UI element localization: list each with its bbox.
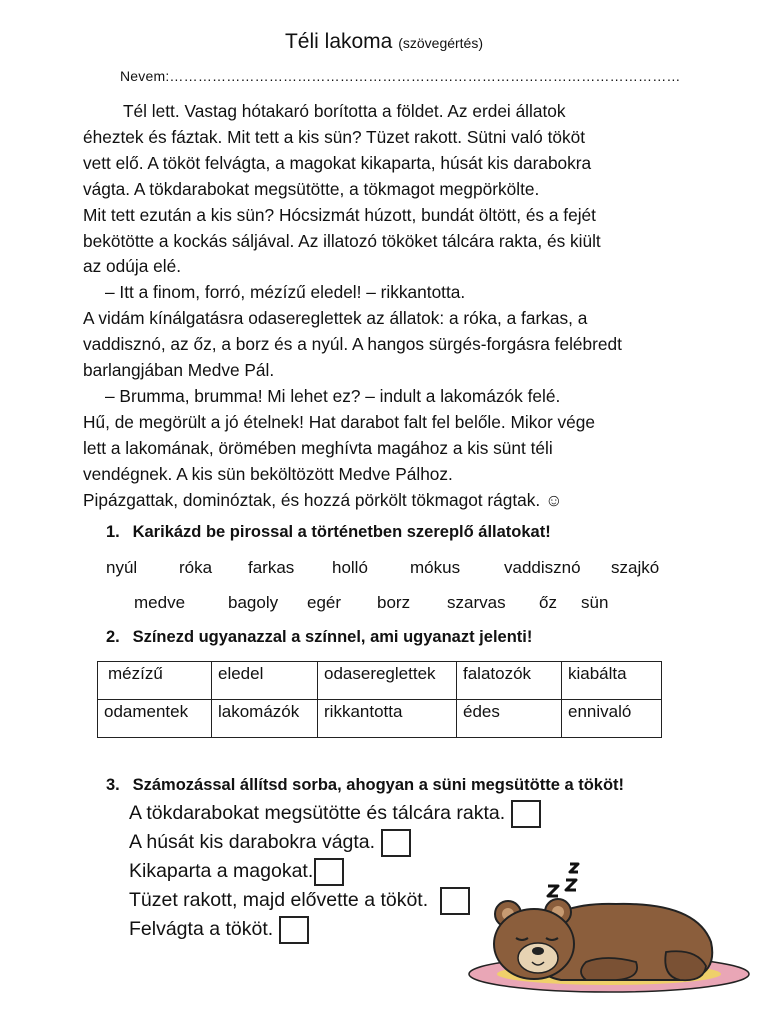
order-item — [129, 829, 411, 857]
title-main: Téli lakoma — [284, 30, 393, 53]
table-row — [98, 662, 662, 700]
story-line: A vidám kínálgatásra odasereglettek az állatok: a róka, a farkas, a — [83, 308, 588, 329]
title-subtitle: (szövegértés) — [398, 35, 484, 51]
question-text: Színezd ugyanazzal a színnel, ami ugyanazt jelenti! — [132, 628, 533, 646]
story-line: vendégnek. A kis sün beköltözött Medve Pálhoz. — [83, 463, 453, 484]
number-box[interactable] — [279, 916, 309, 944]
question-text: Számozással állítsd sorba, ahogyan a süni megsütötte a tököt! — [132, 776, 625, 794]
number-box[interactable] — [314, 858, 344, 886]
table-cell[interactable]: eledel — [212, 662, 318, 700]
name-field-line[interactable]: Nevem:……………………………………………………………………………………………… — [120, 68, 681, 84]
story-line: Pipázgattak, dominóztak, és hozzá pörkölt tökmagot rágtak. ☺ — [83, 489, 563, 510]
story-line: Tél lett. Vastag hótakaró borította a földet. Az erdei állatok — [123, 101, 566, 121]
story-line: vágta. A tökdarabokat megsütötte, a tökmagot megpörkölte. — [83, 178, 540, 199]
table-cell[interactable]: ennivaló — [562, 700, 662, 738]
animal-word[interactable]: holló — [332, 558, 368, 577]
animal-word[interactable]: mókus — [410, 558, 461, 577]
story-line: vaddisznó, az őz, a borz és a nyúl. A hangos sürgés-forgásra felébredt — [83, 334, 622, 355]
story-line: lett a lakomának, örömében meghívta magához a kis sünt téli — [83, 437, 553, 458]
bear-paw-icon — [581, 958, 637, 980]
order-item-text: A húsát kis darabokra vágta. — [129, 831, 376, 854]
story-line: – Brumma, brumma! Mi lehet ez? – indult a lakomázók felé. — [105, 385, 561, 406]
animal-word[interactable]: farkas — [248, 558, 295, 577]
animal-word[interactable]: róka — [179, 558, 213, 577]
story-text — [83, 99, 683, 514]
animal-word[interactable]: szajkó — [611, 558, 660, 577]
question-2-title — [106, 628, 532, 647]
question-number: 2. — [106, 628, 120, 646]
table-cell[interactable]: édes — [457, 700, 562, 738]
animal-word[interactable]: egér — [307, 593, 342, 612]
table-cell[interactable]: lakomázók — [212, 700, 318, 738]
story-line: Hű, de megörült a jó ételnek! Hat darabot falt fel belőle. Mikor vége — [83, 411, 595, 432]
order-item — [129, 916, 309, 944]
order-item-text: A tökdarabokat megsütötte és tálcára rakta. — [129, 802, 506, 825]
bear-nose-icon — [532, 947, 544, 955]
page-title — [0, 30, 768, 54]
order-item — [129, 887, 470, 915]
sleeping-bear-illustration — [466, 862, 756, 994]
order-item-text: Tüzet rakott, majd elővette a tököt. — [129, 889, 429, 912]
animal-word[interactable]: medve — [134, 593, 186, 612]
question-text: Karikázd be pirossal a történetben szereplő állatokat! — [132, 523, 551, 541]
synonym-table — [97, 661, 662, 738]
story-line: bekötötte a kockás sáljával. Az illatozó tököket tálcára rakta, és kiült — [83, 230, 601, 251]
story-line: az odúja elé. — [83, 256, 182, 277]
question-number: 1. — [106, 523, 120, 541]
order-item — [129, 858, 344, 886]
animal-word[interactable]: szarvas — [447, 593, 506, 612]
table-cell[interactable]: kiabálta — [562, 662, 662, 700]
animal-word[interactable]: őz — [539, 593, 557, 612]
sleep-z-icon — [566, 880, 576, 890]
table-cell[interactable]: rikkantotta — [318, 700, 457, 738]
table-cell[interactable]: falatozók — [457, 662, 562, 700]
sleep-z-icon — [570, 864, 578, 872]
animal-word[interactable]: nyúl — [106, 558, 138, 577]
question-number: 3. — [106, 776, 120, 794]
question-3-title — [106, 776, 624, 795]
table-row — [98, 700, 662, 738]
story-line: vett elő. A tököt felvágta, a magokat kikaparta, húsát kis darabokra — [83, 152, 592, 173]
story-line: Mit tett ezután a kis sün? Hócsizmát húzott, bundát öltött, és a fejét — [83, 204, 596, 225]
story-line: éheztek és fáztak. Mit tett a kis sün? Tüzet rakott. Sütni való tököt — [83, 126, 586, 147]
order-item-text: Kikaparta a magokat. — [129, 860, 314, 883]
animal-word[interactable]: bagoly — [228, 593, 279, 612]
order-item — [129, 800, 541, 828]
animal-word[interactable]: borz — [377, 593, 411, 612]
table-cell[interactable]: odamentek — [98, 700, 212, 738]
order-item-text: Felvágta a tököt. — [129, 918, 274, 941]
story-line: – Itt a finom, forró, mézízű eledel! – rikkantotta. — [105, 282, 466, 303]
animal-word[interactable]: sün — [581, 593, 609, 612]
question-1-title — [106, 523, 551, 542]
number-box[interactable] — [381, 829, 411, 857]
animal-word[interactable]: vaddisznó — [504, 558, 581, 577]
sleep-z-icon — [548, 886, 558, 896]
table-cell[interactable]: mézízű — [98, 662, 212, 700]
table-cell[interactable]: odasereglettek — [318, 662, 457, 700]
number-box[interactable] — [511, 800, 541, 828]
story-line: barlangjában Medve Pál. — [83, 360, 275, 381]
